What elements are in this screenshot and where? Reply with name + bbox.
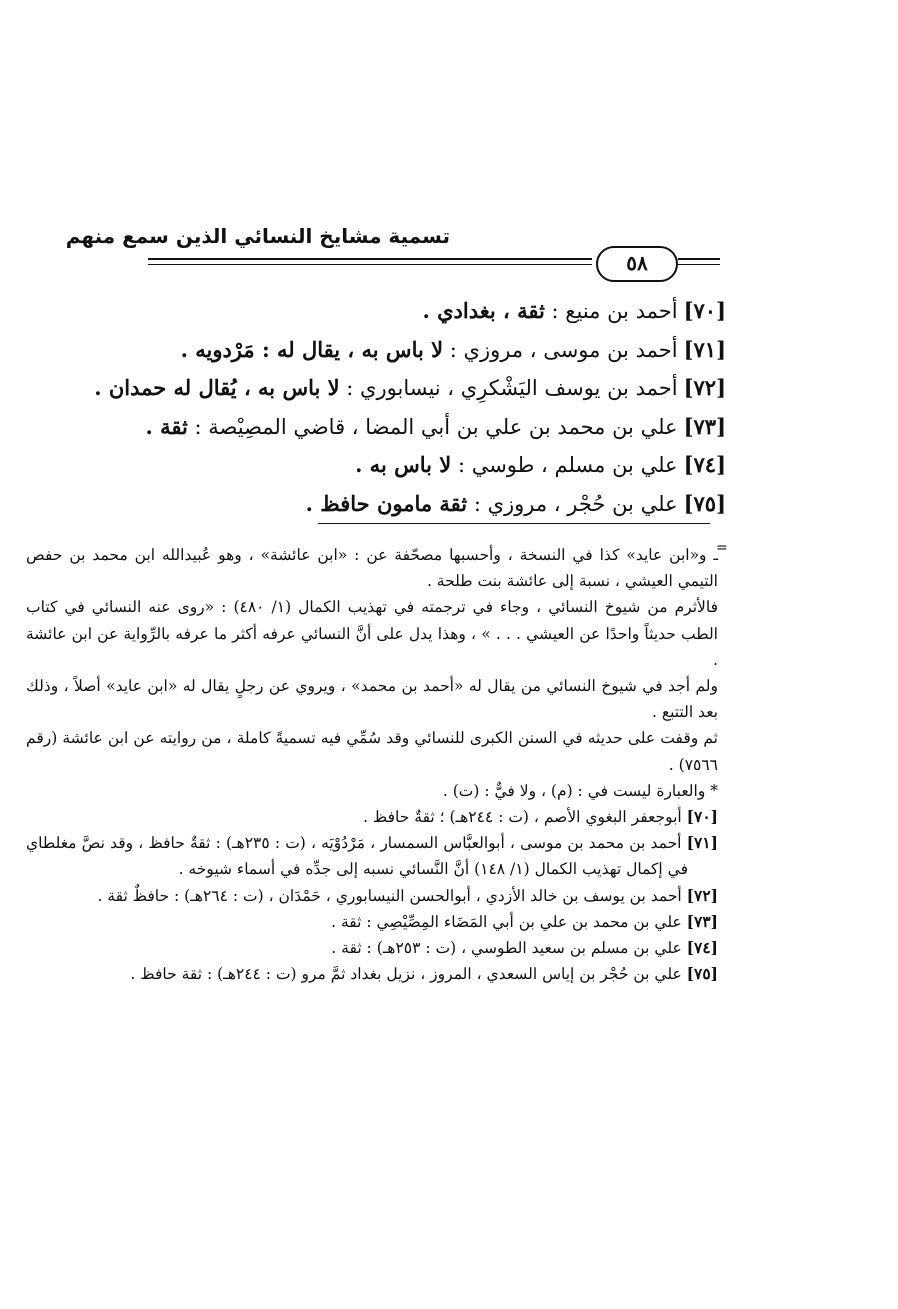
entry-grade: لا باس به ، يقال له : مَرْدويه . — [180, 336, 444, 362]
entry-number: [٧١] — [683, 336, 726, 362]
header-rule-upper-right — [148, 258, 592, 260]
footnote-text: علي بن حُجْر بن إياس السعدي ، المروز ، نزيل بغداد ثمَّ مرو (ت : ٢٤٤هـ) : ثقة حافظ . — [130, 965, 682, 984]
footnote-separator — [318, 523, 710, 524]
footnotes — [26, 542, 718, 987]
entry-text: علي بن حُجْر ، مروزي : — [467, 491, 678, 516]
entry-75 — [126, 485, 726, 524]
footnote-note-72 — [26, 883, 718, 909]
footnote-paragraph: ـ و«ابن عايد» كذا في النسخة ، وأحسبها مصحّفة عن : «ابن عائشة» ، وهو عُبيدالله ابن محمد بن حفص التيمي العيشي ، نسبة إلى عائشة بنت طلحة . — [26, 546, 718, 591]
entry-71 — [126, 331, 726, 370]
footnote-paragraph: * والعبارة ليست في : (م) ، ولا فيٌّ : (ت) . — [442, 781, 718, 800]
entry-grade: لا باس به ، يُقال له حمدان . — [94, 375, 340, 400]
continuation-mark: = — [716, 540, 728, 556]
footnote-paragraph: ولم أجد في شيوخ النسائي من يقال له «أحمد بن محمد» ، ويروي عن رجلٍ يقال له «ابن عايد» أصلاً ، وذلك بعد التتبع . — [26, 677, 718, 722]
footnote-note-70 — [26, 804, 718, 830]
entry-grade: ثقة مامون حافظ . — [305, 490, 468, 516]
footnote-text: علي بن مسلم بن سعيد الطوسي ، (ت : ٢٥٣هـ) : ثقة . — [331, 939, 682, 958]
entry-70 — [126, 292, 726, 331]
entry-text: علي بن محمد بن علي بن أبي المضا ، قاضي المصِيْصة : — [187, 414, 678, 439]
entry-number: [٧٢] — [683, 375, 726, 400]
footnote-number: [٧٥] — [686, 964, 718, 984]
footnote-paragraph: فالأثرم من شيوخ النسائي ، وجاء في ترجمته في تهذيب الكمال (١/ ٤٨٠) : «روى عنه النسائي في كتاب الطب حديثاً واحدًا عن العيشي . . . » ، وهذا يدل على أنَّ النسائي عرفه أكثر ما عرفه بالرِّواية عن ابن عائشة . — [26, 598, 719, 669]
footnote-note-75 — [26, 961, 718, 987]
entry-text: علي بن مسلم ، طوسي : — [451, 453, 678, 477]
footnote-number: [٧٢] — [686, 885, 718, 905]
entry-74 — [126, 446, 726, 485]
entry-text: أحمد بن يوسف اليَشْكرِي ، نيسابوري : — [339, 376, 678, 400]
header-rule-upper-left — [678, 258, 720, 260]
footnote-number: [٧٤] — [686, 938, 718, 958]
header-rule-lower-left — [678, 264, 720, 265]
footnote-note-71 — [26, 830, 718, 882]
running-title: تسمية مشايخ النسائي الذين سمع منهم — [65, 224, 450, 248]
entry-grade: ثقة ، بغدادي . — [422, 298, 545, 323]
header-rule-lower-right — [148, 264, 592, 265]
entry-number: [٧٠] — [683, 298, 726, 323]
footnote-text: أحمد بن يوسف بن خالد الأزدي ، أبوالحسن النيسابوري ، حَمْدَان ، (ت : ٢٦٤هـ) : حافظٌ ثقة . — [97, 886, 682, 905]
footnote-text: أحمد بن محمد بن موسى ، أبوالعبَّاس السمسار ، مَرْدُوْيَه ، (ت : ٢٣٥هـ) : ثقةٌ حافظ ، وقد نصَّ مغلطاي في إكمال تهذيب الكمال (١/ ١٤٨) أنَّ النَّسائي نسبه إلى جدِّه في أسماء شيوخه . — [26, 834, 688, 879]
footnote-text: علي بن محمد بن علي بن أبي المَضَاء المِصِّيْصِي : ثقة . — [331, 912, 682, 931]
footnote-note-73 — [26, 909, 718, 935]
entry-text: أحمد بن منيع : — [544, 299, 678, 323]
entry-number: [٧٤] — [683, 452, 726, 477]
footnote-number: [٧٣] — [686, 911, 718, 931]
page-header — [65, 222, 720, 282]
footnote-note-74 — [26, 935, 718, 961]
footnote-text: أبوجعفر البغوي الأصم ، (ت : ٢٤٤هـ) ؛ ثقةٌ حافظ . — [363, 808, 682, 827]
entry-grade: لا باس به . — [355, 452, 452, 477]
page-number: ٥٨ — [596, 246, 678, 282]
entry-grade: ثقة . — [145, 413, 188, 439]
footnote-number: [٧٠] — [686, 807, 718, 827]
entry-number: [٧٥] — [683, 490, 726, 516]
entry-text: أحمد بن موسى ، مروزي : — [443, 337, 678, 362]
entry-number: [٧٣] — [683, 413, 726, 439]
entries-list — [94, 292, 726, 523]
footnote-number: [٧١] — [686, 833, 718, 853]
entry-73 — [126, 408, 726, 447]
footnote-paragraph: ثم وقفت على حديثه في السنن الكبرى للنسائي وقد سُمِّي فيه تسميةً كاملة ، من روايته عن ابن عائشة (رقم ٧٥٦٦) . — [26, 729, 718, 774]
entry-72 — [94, 369, 726, 408]
